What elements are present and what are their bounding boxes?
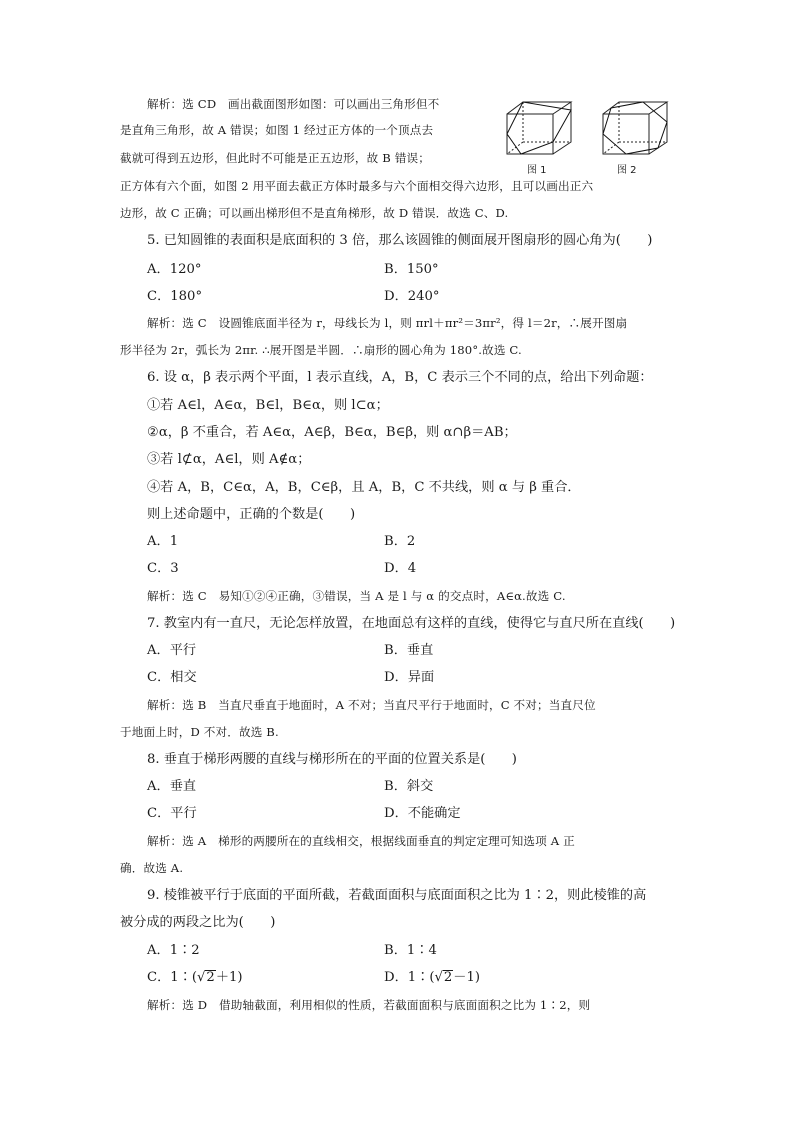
q8-solution-line-2: 确．故选 A.	[120, 861, 184, 875]
question-7-stem: 7. 教室内有一直尺，无论怎样放置，在地面总有这样的直线，使得它与直尺所在直线( )	[147, 616, 676, 631]
q4-solution-line-5: 边形，故 C 正确；可以画出梯形但不是直角梯形，故 D 错误．故选 C、D.	[120, 206, 509, 220]
q9-option-d-radicand: 2	[443, 970, 453, 985]
q4-solution-line-1: 解析：选 CD 画出截面图形如图：可以画出三角形但不	[147, 97, 440, 111]
q9-option-d-suffix: －1)	[453, 970, 481, 985]
q6-option-d: D．4	[384, 561, 417, 576]
q5-option-b: B．150°	[384, 262, 439, 277]
q9-option-d-prefix: D．1∶(	[384, 970, 435, 985]
cube-figure-2	[599, 100, 673, 158]
q6-proposition-2: ②α，β 不重合，若 A∈α，A∈β，B∈α，B∈β，则 α∩β＝AB；	[147, 425, 517, 440]
q5-option-a: A．120°	[147, 262, 202, 277]
q7-option-b: B．垂直	[384, 643, 434, 658]
question-6-stem: 6. 设 α，β 表示两个平面，l 表示直线，A，B，C 表示三个不同的点，给出下列命题：	[147, 370, 653, 385]
q6-proposition-4: ④若 A，B，C∈α，A，B，C∈β，且 A，B，C 不共线，则 α 与 β 重合．	[147, 480, 581, 495]
q6-solution-line-1: 解析：选 C 易知①②④正确，③错误，当 A 是 l 与 α 的交点时，A∈α.故选 C.	[147, 589, 566, 603]
q7-option-d: D．异面	[384, 670, 435, 685]
q9-option-c-suffix: ＋1)	[215, 970, 243, 985]
q7-solution-line-1: 解析：选 B 当直尺垂直于地面时，A 不对；当直尺平行于地面时，C 不对；当直尺位	[147, 698, 596, 712]
q6-question-prompt: 则上述命题中，正确的个数是( )	[147, 507, 356, 522]
q9-solution-line-1: 解析：选 D 借助轴截面，利用相似的性质，若截面面积与底面面积之比为 1∶2，则	[147, 998, 591, 1012]
q6-proposition-1: ①若 A∈l，A∈α，B∈l，B∈α，则 l⊂α；	[147, 398, 389, 413]
q5-option-c: C．180°	[147, 289, 203, 304]
q9-option-b: B．1∶4	[384, 943, 437, 958]
question-9-stem-line-2: 被分成的两段之比为( )	[120, 915, 276, 930]
question-8-stem: 8. 垂直于梯形两腰的直线与梯形所在的平面的位置关系是( )	[147, 752, 517, 767]
q7-solution-line-2: 于地面上时，D 不对．故选 B.	[120, 725, 279, 739]
cube-figure-1	[503, 100, 577, 158]
question-9-stem-line-1: 9. 棱锥被平行于底面的平面所截，若截面面积与底面面积之比为 1∶2，则此棱锥的高	[147, 888, 647, 903]
question-5-stem: 5. 已知圆锥的表面积是底面积的 3 倍，那么该圆锥的侧面展开图扇形的圆心角为( )	[147, 233, 653, 248]
q6-option-b: B．2	[384, 534, 416, 549]
q9-option-c	[147, 970, 243, 986]
q9-option-c-radicand: 2	[206, 970, 215, 985]
q6-proposition-3: ③若 l⊄α，A∈l，则 A∉α；	[147, 452, 311, 467]
figure-1-caption: 图 1	[527, 165, 547, 176]
q9-option-a: A．1∶2	[147, 943, 200, 958]
q8-option-b: B．斜交	[384, 779, 434, 794]
q8-solution-line-1: 解析：选 A 梯形的两腰所在的直线相交，根据线面垂直的判定定理可知选项 A 正	[147, 834, 575, 848]
radical-sign-icon: √	[434, 970, 443, 985]
q5-solution-line-1: 解析：选 C 设圆锥底面半径为 r，母线长为 l，则 πrl＋πr²＝3πr²，得 l＝2r，∴展开图扇	[147, 316, 628, 330]
q8-option-a: A．垂直	[147, 779, 197, 794]
q9-option-c-prefix: C．1∶(	[147, 970, 198, 985]
figure-2-caption: 图 2	[617, 165, 637, 176]
q7-option-c: C．相交	[147, 670, 197, 685]
radical-sign-icon: √	[197, 970, 206, 985]
q6-option-a: A．1	[147, 534, 179, 549]
q7-option-a: A．平行	[147, 643, 197, 658]
q5-solution-line-2: 形半径为 2r，弧长为 2πr. ∴展开图是半圆．∴扇形的圆心角为 180°.故选 C.	[120, 343, 522, 357]
q5-option-d: D．240°	[384, 289, 440, 304]
q4-solution-line-4: 正方体有六个面，如图 2 用平面去截正方体时最多与六个面相交得六边形，且可以画出正六	[120, 179, 594, 193]
q9-option-d	[384, 970, 480, 986]
q8-option-c: C．平行	[147, 806, 197, 821]
q4-solution-line-3: 截就可得到五边形，但此时不可能是正五边形，故 B 错误；	[120, 151, 430, 165]
q4-solution-line-2: 是直角三角形，故 A 错误；如图 1 经过正方体的一个顶点去	[120, 123, 434, 137]
q8-option-d: D．不能确定	[384, 806, 461, 821]
q6-option-c: C．3	[147, 561, 179, 576]
